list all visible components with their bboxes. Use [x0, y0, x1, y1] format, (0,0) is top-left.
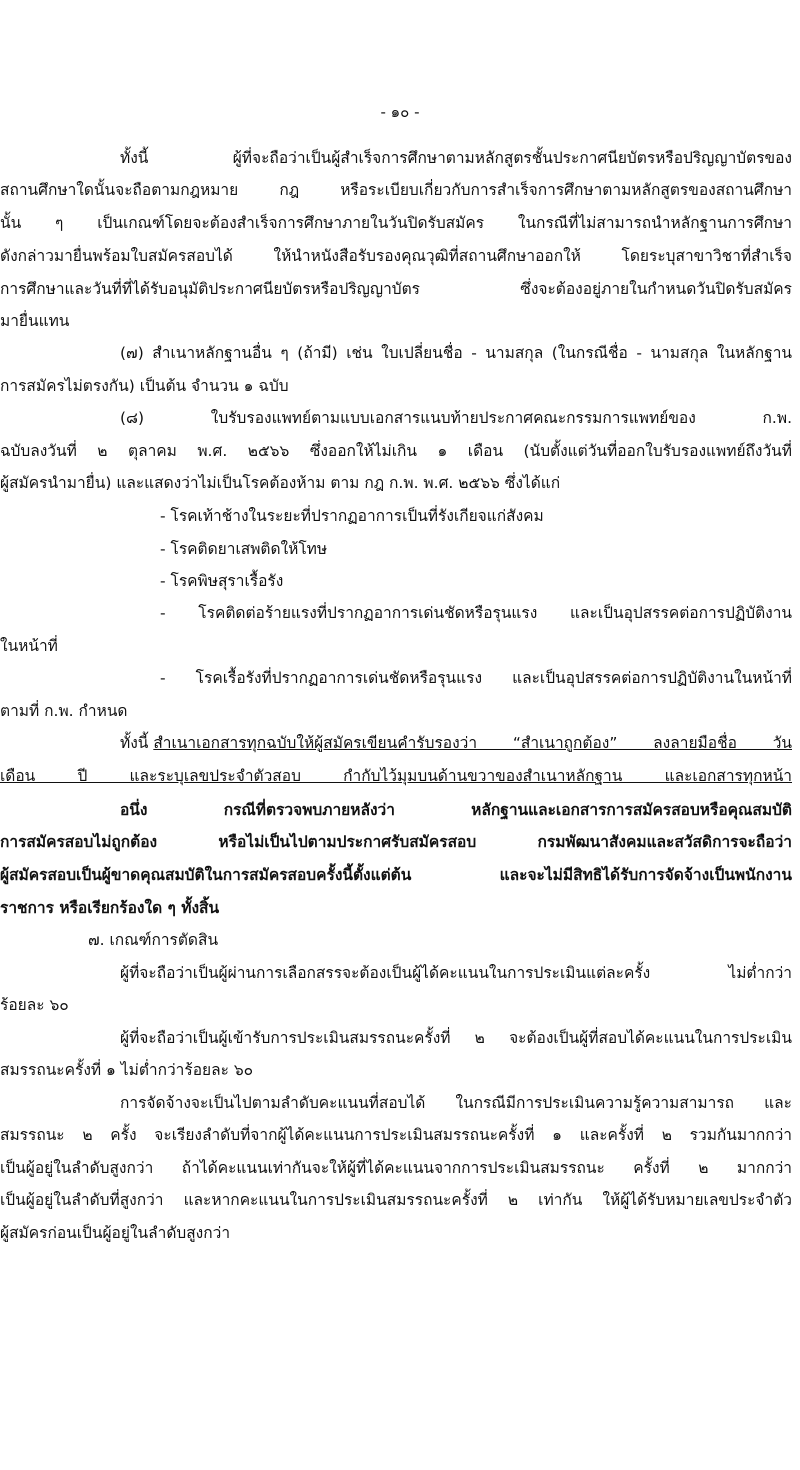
disease-item-3: - โรคพิษสุราเรื้อรัง [160, 572, 284, 590]
para1-line-1: ทั้งนี้ ผู้ที่จะถือว่าเป็นผู้สำเร็จการศึกษาตามหลักสูตรชั้นประกาศนียบัตรหรือปริญญาบัตรของ [120, 149, 792, 167]
para1-line-5: การศึกษาและวันที่ที่ได้รับอนุมัติประกาศนียบัตรหรือปริญญาบัตร ซึ่งจะต้องอยู่ภายในกำหนดวันปิดรับสมัคร [0, 280, 792, 298]
certify-note-prefix: ทั้งนี้ [120, 734, 154, 752]
certify-note-line-2: เดือน ปี และระบุเลขประจำตัวสอบ กำกับไว้มุมบนด้านขวาของสำเนาหลักฐาน และเอกสารทุกหน้า [0, 767, 792, 785]
certify-note-underlined-1: สำเนาเอกสารทุกฉบับให้ผู้สมัครเขียนคำรับรองว่า “สำเนาถูกต้อง” ลงลายมือชื่อ วัน [153, 734, 792, 752]
criteria3-line-3: เป็นผู้อยู่ในลำดับสูงกว่า ถ้าได้คะแนนเท่ากันจะให้ผู้ที่ได้คะแนนจากการประเมินสมรรถนะ ครั้งที่ ๒ มากกว่า [0, 1159, 792, 1177]
criteria1-line-1: ผู้ที่จะถือว่าเป็นผู้ผ่านการเลือกสรรจะต้องเป็นผู้ได้คะแนนในการประเมินแต่ละครั้ง ไม่ต่ำกว่า [120, 964, 792, 982]
criteria2-line-1: ผู้ที่จะถือว่าเป็นผู้เข้ารับการประเมินสมรรถนะครั้งที่ ๒ จะต้องเป็นผู้ที่สอบได้คะแนนในการประเมิน [120, 1029, 792, 1047]
item7-line-1: (๗) สำเนาหลักฐานอื่น ๆ (ถ้ามี) เช่น ใบเปลี่ยนชื่อ - นามสกุล (ในกรณีชื่อ - นามสกุล ในหลักฐาน [120, 344, 792, 362]
criteria2-line-2: สมรรถนะครั้งที่ ๑ ไม่ต่ำกว่าร้อยละ ๖๐ [0, 1061, 254, 1079]
item8-line-2: ฉบับลงวันที่ ๒ ตุลาคม พ.ศ. ๒๕๖๖ ซึ่งออกให้ไม่เกิน ๑ เดือน (นับตั้งแต่วันที่ออกใบรับรองแพทย์ถึงวันที่ [0, 442, 792, 460]
para1-line-4: ดังกล่าวมายื่นพร้อมใบสมัครสอบได้ ให้นำหนังสือรับรองคุณวุฒิที่สถานศึกษาออกให้ โดยระบุสาขาวิชาที่สำเร็จ [0, 247, 792, 265]
criteria3-line-4: เป็นผู้อยู่ในลำดับที่สูงกว่า และหากคะแนนในการประเมินสมรรถนะครั้งที่ ๒ เท่ากัน ให้ผู้ได้รับหมายเลขประจำตัว [0, 1191, 792, 1209]
bold-para-line-4: ราชการ หรือเรียกร้องใด ๆ ทั้งสิ้น [0, 899, 220, 917]
disease-item-4-cont: ในหน้าที่ [0, 637, 58, 655]
criteria1-line-2: ร้อยละ ๖๐ [0, 996, 69, 1014]
criteria3-line-5: ผู้สมัครก่อนเป็นผู้อยู่ในลำดับสูงกว่า [0, 1224, 231, 1242]
disease-item-5: - โรคเรื้อรังที่ปรากฏอาการเด่นชัดหรือรุนแรง และเป็นอุปสรรคต่อการปฏิบัติงานในหน้าที่ [160, 669, 792, 687]
criteria3-line-1: การจัดจ้างจะเป็นไปตามลำดับคะแนนที่สอบได้ ในกรณีมีการประเมินความรู้ความสามารถ และ [120, 1094, 792, 1112]
certify-note-line-1 [120, 733, 792, 753]
para1-line-2: สถานศึกษาใดนั้นจะถือตามกฎหมาย กฎ หรือระเบียบเกี่ยวกับการสำเร็จการศึกษาตามหลักสูตรของสถานศึกษา [0, 181, 792, 199]
disease-item-2: - โรคติดยาเสพติดให้โทษ [160, 540, 328, 558]
bold-para-line-3: ผู้สมัครสอบเป็นผู้ขาดคุณสมบัติในการสมัครสอบครั้งนี้ตั้งแต่ต้น และจะไม่มีสิทธิได้รับการจัดจ้างเป็นพนักงาน [0, 866, 792, 884]
para1-line-6: มายื่นแทน [0, 312, 70, 330]
para1-line-3: นั้น ๆ เป็นเกณฑ์โดยจะต้องสำเร็จการศึกษาภายในวันปิดรับสมัคร ในกรณีที่ไม่สามารถนำหลักฐานการศึกษา [0, 214, 792, 232]
item8-line-3: ผู้สมัครนำมายื่น) และแสดงว่าไม่เป็นโรคต้องห้าม ตาม กฎ ก.พ. พ.ศ. ๒๕๖๖ ซึ่งได้แก่ [0, 474, 561, 492]
criteria3-line-2: สมรรถนะ ๒ ครั้ง จะเรียงลำดับที่จากผู้ได้คะแนนการประเมินสมรรถนะครั้งที่ ๑ และครั้งที่ ๒ รวมกันมากกว่า [0, 1126, 792, 1144]
bold-para-line-1: อนึ่ง กรณีที่ตรวจพบภายหลังว่า หลักฐานและเอกสารการสมัครสอบหรือคุณสมบัติ [120, 801, 792, 819]
bold-para-line-2: การสมัครสอบไม่ถูกต้อง หรือไม่เป็นไปตามประกาศรับสมัครสอบ กรมพัฒนาสังคมและสวัสดิการจะถือว่า [0, 833, 792, 851]
disease-item-5-cont: ตามที่ ก.พ. กำหนด [0, 702, 128, 720]
page-number: - ๑๐ - [380, 103, 420, 121]
item7-line-2: การสมัครไม่ตรงกัน) เป็นต้น จำนวน ๑ ฉบับ [0, 377, 289, 395]
disease-item-4: - โรคติดต่อร้ายแรงที่ปรากฏอาการเด่นชัดหรือรุนแรง และเป็นอุปสรรคต่อการปฏิบัติงาน [160, 604, 792, 622]
item8-line-1: (๘) ใบรับรองแพทย์ตามแบบเอกสารแนบท้ายประกาศคณะกรรมการแพทย์ของ ก.พ. [120, 409, 792, 427]
section-7-title: ๗. เกณฑ์การตัดสิน [88, 931, 219, 949]
disease-item-1: - โรคเท้าช้างในระยะที่ปรากฏอาการเป็นที่รังเกียจแก่สังคม [160, 507, 544, 525]
